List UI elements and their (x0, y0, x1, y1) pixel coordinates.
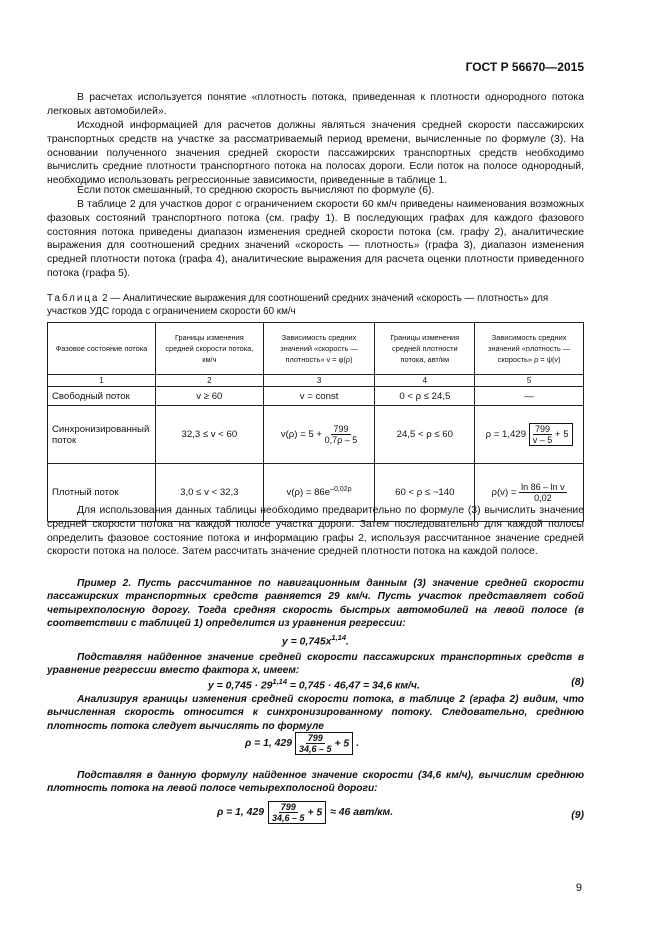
col-number: 1 (48, 375, 156, 387)
col-number: 4 (375, 375, 475, 387)
denominator: 0,02 (534, 493, 552, 503)
density-cell: 60 < ρ ≤ ~140 (375, 464, 475, 522)
denominator: 0,7ρ – 5 (324, 435, 358, 445)
state-cell: Свободный поток (48, 387, 156, 406)
col-number: 5 (475, 375, 584, 387)
equation-2: $y = 0,745 \cdot 29^{1,14} = 0,745 \cdot 46,47 = 34,6$ км/ч. (208, 677, 420, 692)
data-table (47, 322, 584, 522)
paragraph-1: В расчетах используется понятие «плотность потока, приведенная к плотности однородного потока легковых автомобилей». (47, 92, 584, 117)
numerator: 799 (307, 733, 323, 743)
page-number: 9 (575, 882, 582, 894)
example-intro: Пример 2. Пусть рассчитанное по навигационным данным (3) значение средней скорости пассажирских транспортных средств равняется 29 км/ч. Пусть участок представляет собой четырехполосную дорогу. Тогда средняя скорость быстрых автомобилей на левой полосе (в соответствии с таблицей 1) определится из уравнения регрессии: (47, 578, 584, 630)
equation-3 (245, 732, 359, 755)
formula-prefix: ρ = 1,429 (485, 429, 527, 441)
formula-prefix: v(ρ) = 5 + (280, 429, 322, 441)
header-cell: Границы изменения средней скорости потока, км/ч (155, 323, 263, 375)
fraction (272, 802, 305, 823)
rhov-cell (475, 406, 584, 464)
numerator: ln 86 – ln v (521, 482, 565, 492)
density-cell: 24,5 < ρ ≤ 60 (375, 406, 475, 464)
fraction (299, 733, 332, 754)
equation-2-number: (8) (571, 677, 584, 688)
formula-end: . (356, 738, 360, 749)
numerator: 799 (534, 424, 550, 434)
paragraph-5: Для использования данных таблицы необходимо предварительно по формуле (3) вычислить значение средней скорости потока на каждой полосе участка дороги. Затем последовательно для каждой полосы определить фазовое состояние потока и информацию графы 2, используя рассчитанное значение средней скорости потока на полосе. Затем рассчитать значение средней плотности потока на каждой полосе. (47, 505, 584, 558)
header-cell: Границы изменения средней плотности потока, авт/км (375, 323, 475, 375)
table-header-row (48, 323, 584, 375)
formula-prefix: ρ = 1, 429 (217, 807, 265, 818)
header-cell: Фазовое состояние потока (48, 323, 156, 375)
bracket (268, 801, 326, 824)
bracket (529, 423, 573, 446)
exponent: –0,02ρ (330, 486, 352, 494)
formula-prefix: ρ = 1, 429 (245, 738, 293, 749)
equation-4-number: (9) (571, 810, 584, 821)
formula-result: ≈ 46 авт/км. (330, 807, 394, 818)
state-cell: Синхронизированный поток (48, 406, 156, 464)
speed-cell: 32,3 ≤ v < 60 (155, 406, 263, 464)
numerator: 799 (280, 802, 296, 812)
equation-1: $y = 0,745x^{1,14}$. (282, 633, 349, 648)
col-number: 3 (263, 375, 375, 387)
rhov-cell: — (475, 387, 584, 406)
paragraph-4: В таблице 2 для участков дорог с ограничением скорости 60 км/ч приведены наименования возможных фазовых состояний транспортного потока (см. графу 1). В последующих графах для каждого фазового состояния потока приведены диапазон изменения средней скорости потока (см. графу 2), аналитические выражения для соотношений средних значений «скорость — плотность» (графа 3), диапазон изменения средней плотности потока (графа 4), аналитические выражения для расчета оценки плотности приведенного потока (графа 5). (47, 199, 584, 279)
paragraph-2: Исходной информацией для расчетов должны являться значения средней скорости пассажирских транспортных средств на участке за рассматриваемый период времени, вычисленные по формуле (3). На основании полученного значения средней скорости пассажирских транспортных средств необходимо вычислить средние плотности транспортного потока на полосах дороги. Если поток на полосе однородный, необходимо использовать регрессионные зависимости, приведенные в таблице 1. (47, 120, 584, 187)
fraction (533, 424, 553, 445)
equation-4 (217, 801, 393, 824)
density-cell: 0 < ρ ≤ 24,5 (375, 387, 475, 406)
col-number: 2 (155, 375, 263, 387)
example-text-4: Подставляя в данную формулу найденное значение скорости (34,6 км/ч), вычислим среднюю плотность потока на левой полосе четырехполосной дороги: (47, 770, 584, 795)
numerator: 799 (333, 424, 349, 434)
table-caption: Таблица 2 — Аналитические выражения для соотношений средних значений «скорость — плотность» для участков УДС города с ограничением скорости 60 км/ч (47, 293, 549, 317)
example-text-2: Подставляя найденное значение средней скорости пассажирских транспортных средств в уравнение регрессии вместо фактора x, имеем: (47, 652, 584, 677)
paragraph-3: Если поток смешанный, то среднюю скорость вычисляют по формуле (6). (77, 185, 435, 196)
table-row (48, 387, 584, 406)
header-cell: Зависимость средних значений «плотность — скорость» ρ = ψ(v) (475, 323, 584, 375)
table-row (48, 406, 584, 464)
formula-suffix: + 5 (334, 738, 350, 750)
formula-prefix: ρ(v) = (491, 487, 517, 499)
formula: v(ρ) = 86e (286, 487, 331, 499)
formula-suffix: + 5 (554, 429, 569, 441)
vrho-cell (263, 406, 375, 464)
formula-suffix: + 5 (307, 807, 323, 819)
denominator: 34,6 – 5 (272, 813, 305, 823)
vrho-cell: v = const (263, 387, 375, 406)
header-cell: Зависимость средних значений «скорость — плотность» v = φ(ρ) (263, 323, 375, 375)
standard-header: ГОСТ Р 56670—2015 (465, 60, 584, 74)
denominator: v – 5 (532, 435, 553, 445)
fraction (325, 424, 358, 445)
bracket (295, 732, 353, 755)
state-cell: Плотный поток (48, 464, 156, 522)
example-text-3: Анализируя границы изменения средней скорости потока, в таблице 2 (графа 2) видим, что вычисленная скорость относится к синхронизированному потоку. Следовательно, среднюю плотность потока следует вычислять по формуле (47, 694, 584, 732)
denominator: 34,6 – 5 (299, 744, 332, 754)
column-number-row (48, 375, 584, 387)
speed-cell: v ≥ 60 (155, 387, 263, 406)
speed-cell: 3,0 ≤ v < 32,3 (155, 464, 263, 522)
fraction (519, 482, 567, 503)
